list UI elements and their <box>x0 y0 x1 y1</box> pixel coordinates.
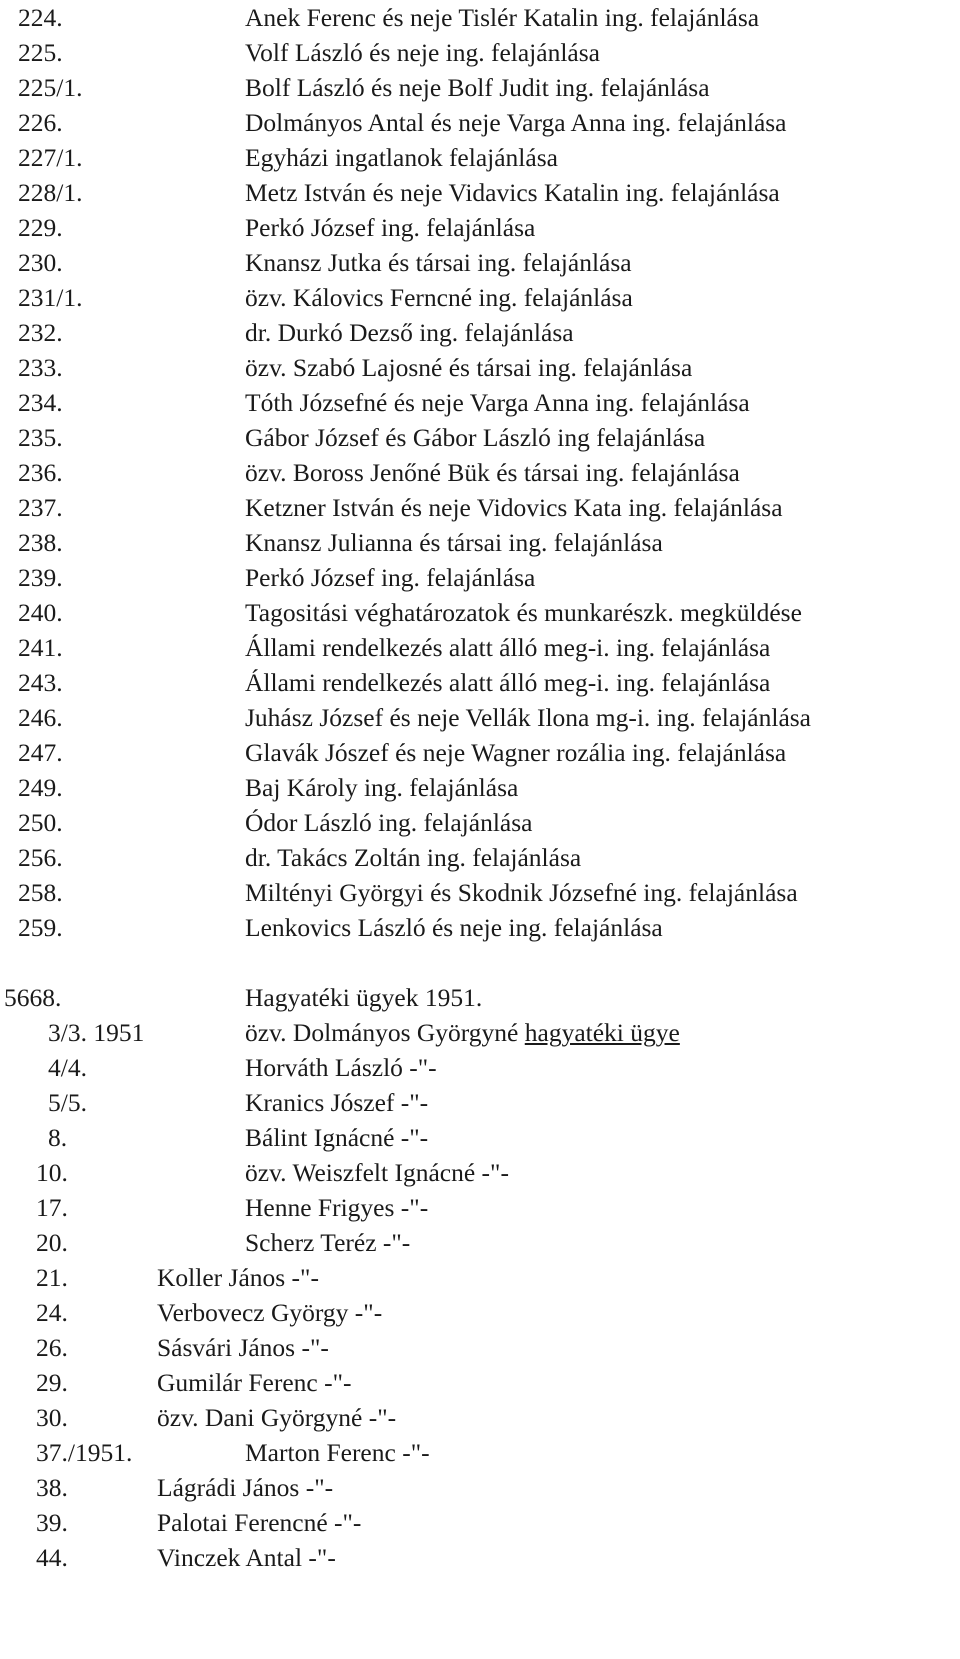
entry-number: 229. <box>18 213 63 242</box>
entry-number: 24. <box>36 1298 68 1327</box>
entry-number: 224. <box>18 3 63 32</box>
entry-text: özv. Kálovics Ferncné ing. felajánlása <box>245 283 633 312</box>
entry-text: Marton Ferenc -"- <box>245 1438 430 1467</box>
entry-text: Bolf László és neje Bolf Judit ing. felajánlása <box>245 73 710 102</box>
entry-number: 38. <box>36 1473 68 1502</box>
list-item <box>0 280 960 315</box>
entry-number: 227/1. <box>18 143 83 172</box>
list-item <box>0 665 960 700</box>
list-item <box>0 210 960 245</box>
entry-text: Henne Frigyes -"- <box>245 1193 429 1222</box>
list-item <box>0 1015 960 1050</box>
entry-text: Vinczek Antal -"- <box>157 1543 336 1572</box>
list-item <box>0 175 960 210</box>
list-item <box>0 840 960 875</box>
list-item <box>0 700 960 735</box>
entry-text: Perkó József ing. felajánlása <box>245 563 536 592</box>
list-item <box>0 0 960 35</box>
entry-number: 21. <box>36 1263 68 1292</box>
entry-number: 20. <box>36 1228 68 1257</box>
entry-number: 234. <box>18 388 63 417</box>
entry-number: 239. <box>18 563 63 592</box>
list-item <box>0 420 960 455</box>
list-item <box>0 595 960 630</box>
entry-text: dr. Takács Zoltán ing. felajánlása <box>245 843 582 872</box>
entry-number: 10. <box>36 1158 68 1187</box>
entry-text: Tagositási véghatározatok és munkarészk. megküldése <box>245 598 802 627</box>
list-item <box>0 1330 960 1365</box>
entry-number: 237. <box>18 493 63 522</box>
entry-number: 17. <box>36 1193 68 1222</box>
entry-number: 44. <box>36 1543 68 1572</box>
list-item <box>0 1120 960 1155</box>
list-item <box>0 875 960 910</box>
entry-text: Palotai Ferencné -"- <box>157 1508 362 1537</box>
entry-number: 233. <box>18 353 63 382</box>
list-item <box>0 105 960 140</box>
entry-number: 30. <box>36 1403 68 1432</box>
entry-number: 247. <box>18 738 63 767</box>
entry-number: 226. <box>18 108 63 137</box>
entry-number: 3/3. 1951 <box>48 1018 145 1047</box>
entry-text: özv. Weiszfelt Ignácné -"- <box>245 1158 509 1187</box>
entry-text: Sásvári János -"- <box>157 1333 329 1362</box>
list-item <box>0 1225 960 1260</box>
list-item <box>0 1435 960 1470</box>
entry-text: Dolmányos Antal és neje Varga Anna ing. felajánlása <box>245 108 787 137</box>
section-heading <box>0 980 960 1015</box>
entry-text: Lágrádi János -"- <box>157 1473 334 1502</box>
entry-number: 29. <box>36 1368 68 1397</box>
entry-text: Ketzner István és neje Vidovics Kata ing. felajánlása <box>245 493 783 522</box>
entry-text: Gumilár Ferenc -"- <box>157 1368 352 1397</box>
entry-number: 228/1. <box>18 178 83 207</box>
list-item <box>0 1050 960 1085</box>
list-item <box>0 1400 960 1435</box>
entry-number: 256. <box>18 843 63 872</box>
entry-text: Miltényi Györgyi és Skodnik Józsefné ing. felajánlása <box>245 878 798 907</box>
entry-number: 225. <box>18 38 63 67</box>
entry-text: Knansz Jutka és társai ing. felajánlása <box>245 248 632 277</box>
entry-number: 4/4. <box>48 1053 87 1082</box>
entry-text: Kranics Jószef -"- <box>245 1088 429 1117</box>
entry-text: Perkó József ing. felajánlása <box>245 213 536 242</box>
section-title: Hagyatéki ügyek 1951. <box>245 983 483 1012</box>
entry-text: Gábor József és Gábor László ing felajánlása <box>245 423 706 452</box>
entry-text-prefix: özv. Dolmányos Györgyné <box>245 1018 525 1047</box>
list-item <box>0 630 960 665</box>
entry-text: Egyházi ingatlanok felajánlása <box>245 143 558 172</box>
list-item <box>0 1085 960 1120</box>
entry-number: 230. <box>18 248 63 277</box>
list-item <box>0 385 960 420</box>
entry-number: 243. <box>18 668 63 697</box>
entry-text: Baj Károly ing. felajánlása <box>245 773 519 802</box>
list-item <box>0 1155 960 1190</box>
entry-number: 37./1951. <box>36 1438 133 1467</box>
list-item <box>0 245 960 280</box>
section-number: 5668. <box>4 983 62 1012</box>
entry-text: özv. Dani Györgyné -"- <box>157 1403 397 1432</box>
underlined-text: hagyatéki ügye <box>524 1018 680 1047</box>
entry-number: 225/1. <box>18 73 83 102</box>
list-item <box>0 70 960 105</box>
list-item <box>0 1470 960 1505</box>
entry-number: 236. <box>18 458 63 487</box>
entry-number: 235. <box>18 423 63 452</box>
list-item <box>0 1295 960 1330</box>
entry-text: özv. Szabó Lajosné és társai ing. felajánlása <box>245 353 693 382</box>
entry-text: Tóth Józsefné és neje Varga Anna ing. felajánlása <box>245 388 750 417</box>
entry-text: Koller János -"- <box>157 1263 319 1292</box>
entry-text: Glavák Jószef és neje Wagner rozália ing. felajánlása <box>245 738 787 767</box>
list-item <box>0 770 960 805</box>
entry-text: Scherz Teréz -"- <box>245 1228 411 1257</box>
entry-number: 39. <box>36 1508 68 1537</box>
entry-number: 246. <box>18 703 63 732</box>
entry-text: Metz István és neje Vidavics Katalin ing. felajánlása <box>245 178 780 207</box>
entry-number: 238. <box>18 528 63 557</box>
list-item <box>0 490 960 525</box>
entry-text: Állami rendelkezés alatt álló meg-i. ing. felajánlása <box>245 633 771 662</box>
list-item <box>0 805 960 840</box>
entry-number: 241. <box>18 633 63 662</box>
list-item <box>0 1505 960 1540</box>
entry-number: 5/5. <box>48 1088 87 1117</box>
entry-text: özv. Boross Jenőné Bük és társai ing. felajánlása <box>245 458 740 487</box>
entry-text <box>245 1015 680 1050</box>
list-item <box>0 315 960 350</box>
entry-number: 240. <box>18 598 63 627</box>
entry-text: Anek Ferenc és neje Tislér Katalin ing. felajánlása <box>245 3 760 32</box>
entry-text: Bálint Ignácné -"- <box>245 1123 429 1152</box>
list-item <box>0 1540 960 1575</box>
list-item <box>0 140 960 175</box>
entry-number: 259. <box>18 913 63 942</box>
entry-text: Lenkovics László és neje ing. felajánlása <box>245 913 663 942</box>
entry-text: Állami rendelkezés alatt álló meg-i. ing. felajánlása <box>245 668 771 697</box>
entry-text: dr. Durkó Dezső ing. felajánlása <box>245 318 574 347</box>
list-item <box>0 35 960 70</box>
entry-number: 26. <box>36 1333 68 1362</box>
list-item <box>0 560 960 595</box>
entry-number: 8. <box>48 1123 68 1152</box>
list-item <box>0 910 960 945</box>
entry-text: Ódor László ing. felajánlása <box>245 808 533 837</box>
entry-text: Volf László és neje ing. felajánlása <box>245 38 600 67</box>
entry-number: 250. <box>18 808 63 837</box>
list-item <box>0 1190 960 1225</box>
list-item <box>0 525 960 560</box>
list-item <box>0 455 960 490</box>
entry-text: Horváth László -"- <box>245 1053 437 1082</box>
list-item <box>0 735 960 770</box>
entry-number: 258. <box>18 878 63 907</box>
entry-text: Juhász József és neje Vellák Ilona mg-i. ing. felajánlása <box>245 703 812 732</box>
entry-text: Knansz Julianna és társai ing. felajánlása <box>245 528 663 557</box>
entry-text: Verbovecz György -"- <box>157 1298 383 1327</box>
entry-number: 231/1. <box>18 283 83 312</box>
list-item <box>0 1260 960 1295</box>
entry-number: 249. <box>18 773 63 802</box>
entry-number: 232. <box>18 318 63 347</box>
list-item <box>0 1365 960 1400</box>
list-item <box>0 350 960 385</box>
